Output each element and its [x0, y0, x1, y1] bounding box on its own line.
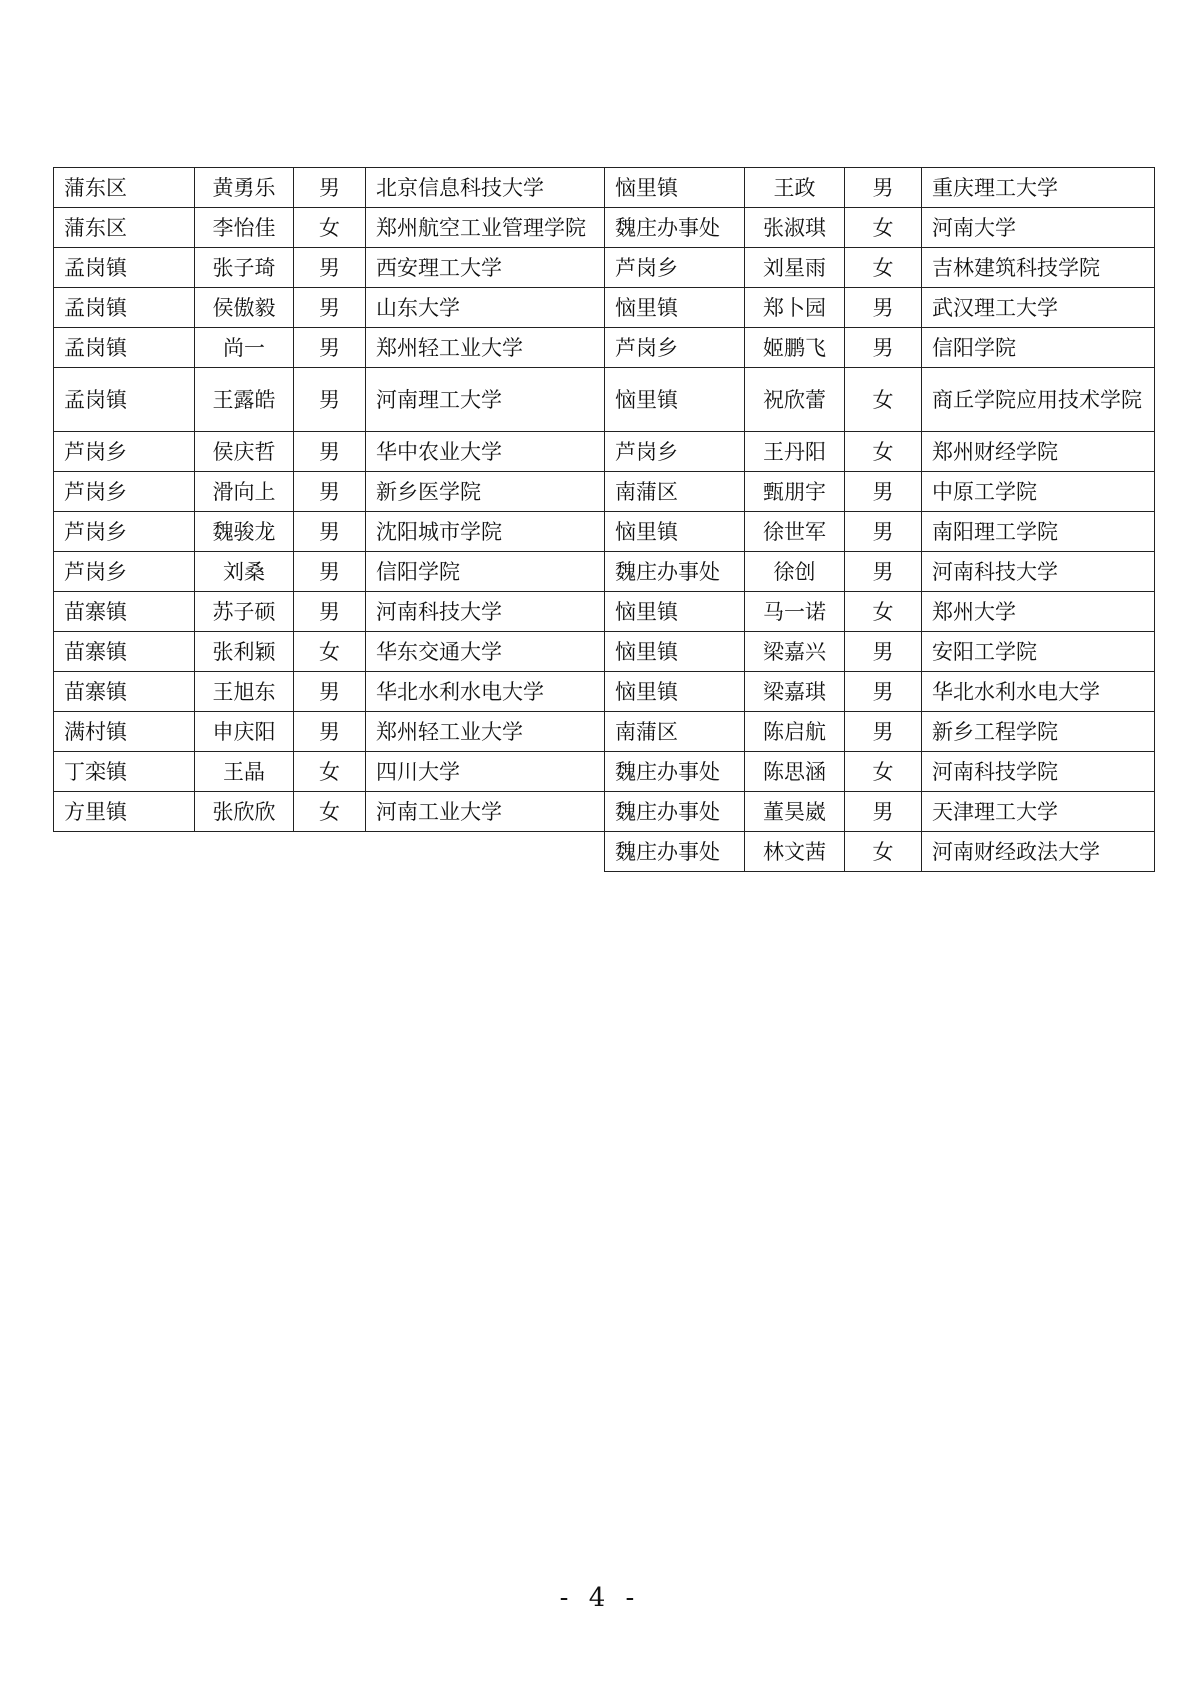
name-cell: 侯庆哲	[195, 432, 294, 472]
school-cell: 华北水利水电大学	[366, 672, 605, 712]
left-student-table	[53, 167, 605, 832]
region-cell: 恼里镇	[605, 672, 745, 712]
school-cell: 河南工业大学	[366, 792, 605, 832]
table-row	[54, 672, 605, 712]
name-cell: 梁嘉琪	[745, 672, 845, 712]
school-cell: 河南大学	[922, 208, 1155, 248]
table-row	[54, 632, 605, 672]
name-cell: 苏子硕	[195, 592, 294, 632]
region-cell: 苗寨镇	[54, 632, 195, 672]
region-cell: 蒲东区	[54, 168, 195, 208]
name-cell: 滑向上	[195, 472, 294, 512]
school-cell: 商丘学院应用技术学院	[922, 368, 1155, 432]
table-row	[54, 512, 605, 552]
gender-cell: 女	[845, 432, 922, 472]
gender-cell: 女	[294, 792, 366, 832]
school-cell: 中原工学院	[922, 472, 1155, 512]
table-row	[605, 512, 1155, 552]
gender-cell: 男	[845, 328, 922, 368]
table-row	[605, 368, 1155, 432]
name-cell: 郑卜园	[745, 288, 845, 328]
table-row	[54, 472, 605, 512]
gender-cell: 女	[845, 832, 922, 872]
region-cell: 芦岗乡	[605, 248, 745, 288]
name-cell: 甄朋宇	[745, 472, 845, 512]
table-row	[605, 168, 1155, 208]
right-student-table	[604, 167, 1155, 872]
page-number: - 4 -	[559, 1583, 641, 1613]
gender-cell: 女	[294, 752, 366, 792]
table-row	[605, 552, 1155, 592]
table-row	[54, 432, 605, 472]
table-row	[605, 432, 1155, 472]
gender-cell: 男	[845, 712, 922, 752]
name-cell: 黄勇乐	[195, 168, 294, 208]
school-cell: 北京信息科技大学	[366, 168, 605, 208]
gender-cell: 男	[294, 248, 366, 288]
region-cell: 苗寨镇	[54, 592, 195, 632]
name-cell: 徐创	[745, 552, 845, 592]
region-cell: 芦岗乡	[54, 512, 195, 552]
school-cell: 郑州航空工业管理学院	[366, 208, 605, 248]
table-row	[54, 552, 605, 592]
name-cell: 陈启航	[745, 712, 845, 752]
school-cell: 西安理工大学	[366, 248, 605, 288]
table-row	[605, 632, 1155, 672]
region-cell: 芦岗乡	[605, 328, 745, 368]
region-cell: 孟岗镇	[54, 368, 195, 432]
gender-cell: 女	[294, 208, 366, 248]
gender-cell: 男	[845, 168, 922, 208]
name-cell: 张利颖	[195, 632, 294, 672]
gender-cell: 女	[845, 592, 922, 632]
gender-cell: 女	[845, 752, 922, 792]
name-cell: 魏骏龙	[195, 512, 294, 552]
name-cell: 董昊崴	[745, 792, 845, 832]
region-cell: 芦岗乡	[605, 432, 745, 472]
region-cell: 恼里镇	[605, 288, 745, 328]
table-row	[54, 712, 605, 752]
table-row	[605, 328, 1155, 368]
name-cell: 祝欣蕾	[745, 368, 845, 432]
gender-cell: 男	[294, 712, 366, 752]
gender-cell: 男	[294, 592, 366, 632]
region-cell: 魏庄办事处	[605, 552, 745, 592]
table-row	[54, 288, 605, 328]
name-cell: 张淑琪	[745, 208, 845, 248]
school-cell: 武汉理工大学	[922, 288, 1155, 328]
table-row	[605, 208, 1155, 248]
school-cell: 河南财经政法大学	[922, 832, 1155, 872]
gender-cell: 男	[294, 432, 366, 472]
school-cell: 新乡工程学院	[922, 712, 1155, 752]
region-cell: 魏庄办事处	[605, 208, 745, 248]
name-cell: 张欣欣	[195, 792, 294, 832]
table-row	[54, 328, 605, 368]
region-cell: 恼里镇	[605, 512, 745, 552]
region-cell: 魏庄办事处	[605, 792, 745, 832]
table-row	[605, 472, 1155, 512]
region-cell: 苗寨镇	[54, 672, 195, 712]
table-row	[605, 592, 1155, 632]
school-cell: 天津理工大学	[922, 792, 1155, 832]
region-cell: 蒲东区	[54, 208, 195, 248]
name-cell: 申庆阳	[195, 712, 294, 752]
table-row	[54, 592, 605, 632]
gender-cell: 男	[845, 288, 922, 328]
name-cell: 刘星雨	[745, 248, 845, 288]
table-row	[54, 168, 605, 208]
name-cell: 马一诺	[745, 592, 845, 632]
table-row	[605, 288, 1155, 328]
table-row	[605, 712, 1155, 752]
school-cell: 重庆理工大学	[922, 168, 1155, 208]
name-cell: 王政	[745, 168, 845, 208]
gender-cell: 女	[845, 208, 922, 248]
school-cell: 郑州财经学院	[922, 432, 1155, 472]
region-cell: 芦岗乡	[54, 552, 195, 592]
school-cell: 河南科技大学	[366, 592, 605, 632]
name-cell: 张子琦	[195, 248, 294, 288]
table-row	[605, 832, 1155, 872]
gender-cell: 男	[294, 512, 366, 552]
region-cell: 魏庄办事处	[605, 752, 745, 792]
name-cell: 林文茜	[745, 832, 845, 872]
school-cell: 吉林建筑科技学院	[922, 248, 1155, 288]
school-cell: 安阳工学院	[922, 632, 1155, 672]
school-cell: 郑州轻工业大学	[366, 712, 605, 752]
gender-cell: 男	[294, 552, 366, 592]
school-cell: 山东大学	[366, 288, 605, 328]
name-cell: 姬鹏飞	[745, 328, 845, 368]
region-cell: 孟岗镇	[54, 288, 195, 328]
school-cell: 河南理工大学	[366, 368, 605, 432]
school-cell: 郑州轻工业大学	[366, 328, 605, 368]
table-row	[54, 792, 605, 832]
name-cell: 梁嘉兴	[745, 632, 845, 672]
school-cell: 四川大学	[366, 752, 605, 792]
school-cell: 河南科技学院	[922, 752, 1155, 792]
name-cell: 王丹阳	[745, 432, 845, 472]
name-cell: 徐世军	[745, 512, 845, 552]
name-cell: 王晶	[195, 752, 294, 792]
region-cell: 孟岗镇	[54, 248, 195, 288]
region-cell: 满村镇	[54, 712, 195, 752]
table-row	[54, 368, 605, 432]
gender-cell: 男	[294, 328, 366, 368]
gender-cell: 男	[845, 672, 922, 712]
gender-cell: 男	[294, 168, 366, 208]
table-row	[605, 672, 1155, 712]
gender-cell: 男	[845, 632, 922, 672]
region-cell: 恼里镇	[605, 632, 745, 672]
name-cell: 李怡佳	[195, 208, 294, 248]
school-cell: 华中农业大学	[366, 432, 605, 472]
region-cell: 方里镇	[54, 792, 195, 832]
school-cell: 信阳学院	[922, 328, 1155, 368]
region-cell: 南蒲区	[605, 472, 745, 512]
school-cell: 沈阳城市学院	[366, 512, 605, 552]
gender-cell: 男	[294, 672, 366, 712]
table-row	[605, 752, 1155, 792]
region-cell: 丁栾镇	[54, 752, 195, 792]
school-cell: 郑州大学	[922, 592, 1155, 632]
gender-cell: 男	[294, 472, 366, 512]
name-cell: 陈思涵	[745, 752, 845, 792]
gender-cell: 女	[845, 368, 922, 432]
region-cell: 恼里镇	[605, 168, 745, 208]
gender-cell: 女	[294, 632, 366, 672]
school-cell: 河南科技大学	[922, 552, 1155, 592]
school-cell: 信阳学院	[366, 552, 605, 592]
region-cell: 魏庄办事处	[605, 832, 745, 872]
table-row	[54, 208, 605, 248]
region-cell: 孟岗镇	[54, 328, 195, 368]
gender-cell: 男	[845, 792, 922, 832]
table-row	[54, 752, 605, 792]
school-cell: 南阳理工学院	[922, 512, 1155, 552]
name-cell: 王旭东	[195, 672, 294, 712]
gender-cell: 男	[294, 288, 366, 328]
table-row	[605, 792, 1155, 832]
gender-cell: 女	[845, 248, 922, 288]
school-cell: 华北水利水电大学	[922, 672, 1155, 712]
school-cell: 华东交通大学	[366, 632, 605, 672]
name-cell: 王露皓	[195, 368, 294, 432]
table-row	[54, 248, 605, 288]
name-cell: 刘桑	[195, 552, 294, 592]
gender-cell: 男	[845, 472, 922, 512]
name-cell: 尚一	[195, 328, 294, 368]
table-row	[605, 248, 1155, 288]
region-cell: 恼里镇	[605, 368, 745, 432]
gender-cell: 男	[845, 552, 922, 592]
region-cell: 南蒲区	[605, 712, 745, 752]
region-cell: 恼里镇	[605, 592, 745, 632]
region-cell: 芦岗乡	[54, 432, 195, 472]
region-cell: 芦岗乡	[54, 472, 195, 512]
gender-cell: 男	[845, 512, 922, 552]
school-cell: 新乡医学院	[366, 472, 605, 512]
name-cell: 侯傲毅	[195, 288, 294, 328]
gender-cell: 男	[294, 368, 366, 432]
